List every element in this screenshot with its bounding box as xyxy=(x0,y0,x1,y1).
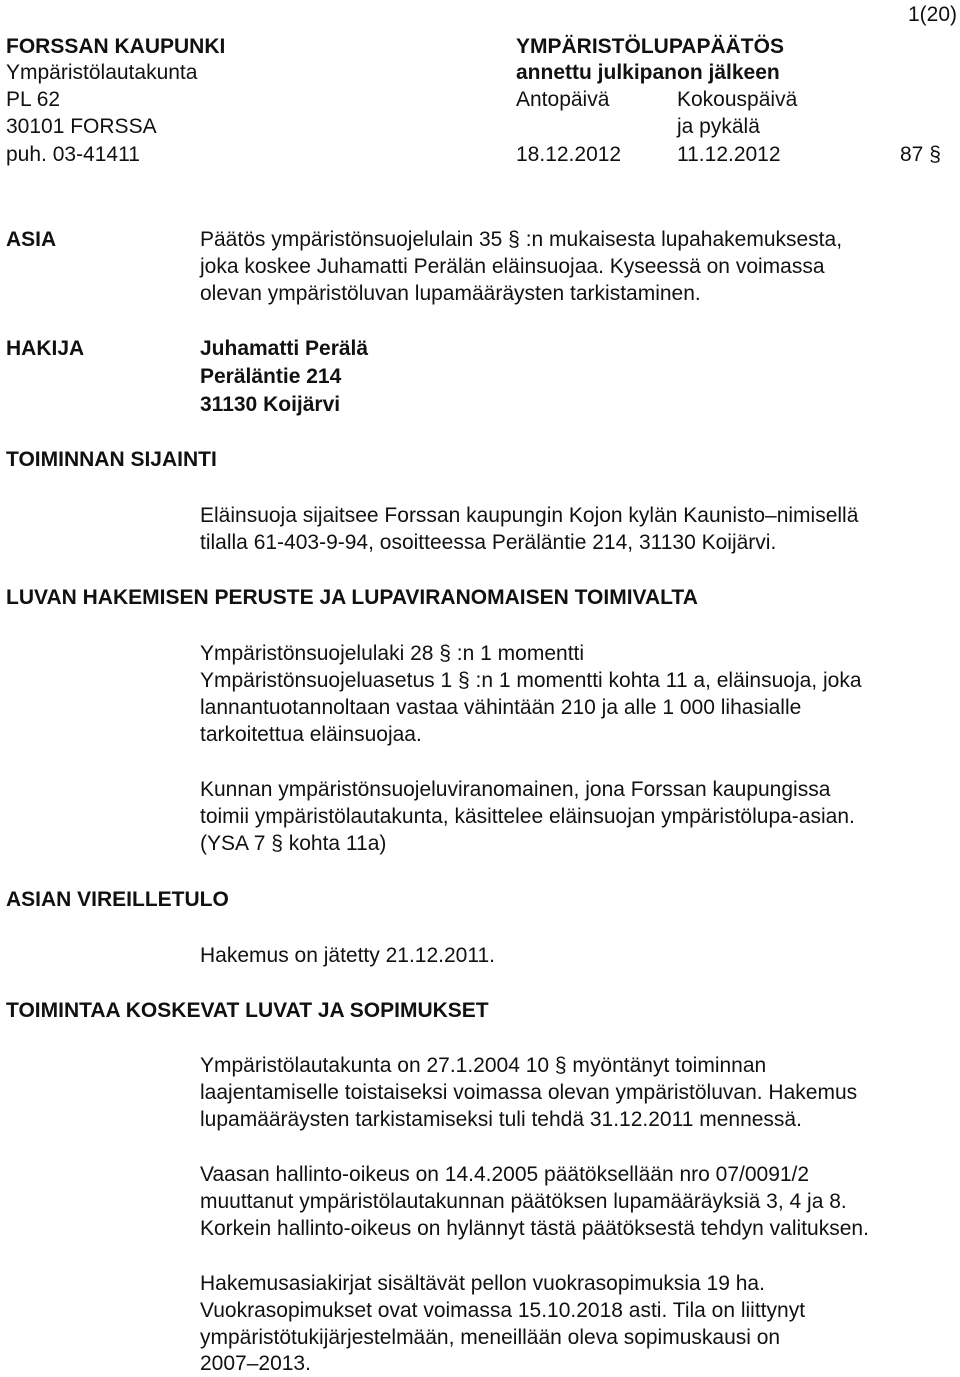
page-number: 1(20) xyxy=(908,3,958,26)
section-heading-hakija: HAKIJA xyxy=(6,337,85,360)
peruste-line-5: Kunnan ympäristönsuojeluviranomainen, jona Forssan kaupungissa xyxy=(200,778,831,801)
asia-line-1: Päätös ympäristönsuojelulain 35 § :n mukaisesta lupahakemuksesta, xyxy=(200,228,843,251)
peruste-line-1: Ympäristönsuojelulaki 28 § :n 1 momentti xyxy=(200,642,585,665)
kokouspaiva-date: 11.12.2012 xyxy=(677,143,781,166)
pykala-number: 87 § xyxy=(900,143,941,166)
postal-address: 30101 FORSSA xyxy=(6,115,157,138)
kokouspaiva-label: Kokouspäivä xyxy=(677,88,798,111)
peruste-line-2: Ympäristönsuojeluasetus 1 § :n 1 momentti kohta 11 a, eläinsuoja, joka xyxy=(200,669,862,692)
asia-line-2: joka koskee Juhamatti Perälän eläinsuojaa. Kyseessä on voimassa xyxy=(200,255,825,278)
document-title: YMPÄRISTÖLUPAPÄÄTÖS xyxy=(516,35,784,58)
vireilletulo-line-1: Hakemus on jätetty 21.12.2011. xyxy=(200,944,495,967)
luvat-line-1: Ympäristölautakunta on 27.1.2004 10 § myöntänyt toiminnan xyxy=(200,1054,767,1077)
sijainti-line-1: Eläinsuoja sijaitsee Forssan kaupungin Kojon kylän Kaunisto–nimisellä xyxy=(200,504,859,527)
phone: puh. 03-41411 xyxy=(6,143,140,166)
hakija-street: Peräläntie 214 xyxy=(200,365,342,388)
luvat-line-8: Vuokrasopimukset ovat voimassa 15.10.2018 asti. Tila on liittynyt xyxy=(200,1299,806,1322)
section-heading-sijainti: TOIMINNAN SIJAINTI xyxy=(6,448,217,471)
hakija-name: Juhamatti Perälä xyxy=(200,337,369,360)
luvat-line-5: muuttanut ympäristölautakunnan päätöksen lupamääräyksiä 3, 4 ja 8. xyxy=(200,1190,847,1213)
section-heading-peruste: LUVAN HAKEMISEN PERUSTE JA LUPAVIRANOMAISEN TOIMIVALTA xyxy=(6,586,698,609)
peruste-line-6: toimii ympäristölautakunta, käsittelee eläinsuojan ympäristölupa-asian. xyxy=(200,805,855,828)
asia-line-3: olevan ympäristöluvan lupamääräysten tarkistaminen. xyxy=(200,282,701,305)
ja-pykala-label: ja pykälä xyxy=(677,115,760,138)
pykala-value: 87 xyxy=(900,143,924,166)
section-heading-asia: ASIA xyxy=(6,228,57,251)
luvat-line-10: 2007–2013. xyxy=(200,1352,311,1375)
luvat-line-7: Hakemusasiakirjat sisältävät pellon vuokrasopimuksia 19 ha. xyxy=(200,1272,765,1295)
peruste-line-7: (YSA 7 § kohta 11a) xyxy=(200,832,387,855)
peruste-line-4: tarkoitettua eläinsuojaa. xyxy=(200,723,422,746)
antopaiva-label: Antopäivä xyxy=(516,88,610,111)
peruste-line-3: lannantuotannoltaan vastaa vähintään 210 ja alle 1 000 lihasialle xyxy=(200,696,802,719)
luvat-line-4: Vaasan hallinto-oikeus on 14.4.2005 päätöksellään nro 07/0091/2 xyxy=(200,1163,810,1186)
document-subtitle: annettu julkipanon jälkeen xyxy=(516,61,780,84)
section-heading-luvat: TOIMINTAA KOSKEVAT LUVAT JA SOPIMUKSET xyxy=(6,999,489,1022)
sijainti-line-2: tilalla 61-403-9-94, osoitteessa Peräläntie 214, 31130 Koijärvi. xyxy=(200,531,777,554)
luvat-line-3: lupamääräysten tarkistamiseksi tuli tehdä 31.12.2011 mennessä. xyxy=(200,1108,802,1131)
hakija-postal: 31130 Koijärvi xyxy=(200,393,341,416)
section-heading-vireilletulo: ASIAN VIREILLETULO xyxy=(6,888,229,911)
luvat-line-9: ympäristötukijärjestelmään, meneillään oleva sopimuskausi on xyxy=(200,1326,781,1349)
luvat-line-6: Korkein hallinto-oikeus on hylännyt tästä päätöksestä tehdyn valituksen. xyxy=(200,1217,869,1240)
antopaiva-date: 18.12.2012 xyxy=(516,143,622,166)
luvat-line-2: laajentamiselle toistaiseksi voimassa olevan ympäristöluvan. Hakemus xyxy=(200,1081,858,1104)
org-name: FORSSAN KAUPUNKI xyxy=(6,35,226,58)
org-unit: Ympäristölautakunta xyxy=(6,61,198,84)
po-box: PL 62 xyxy=(6,88,61,111)
